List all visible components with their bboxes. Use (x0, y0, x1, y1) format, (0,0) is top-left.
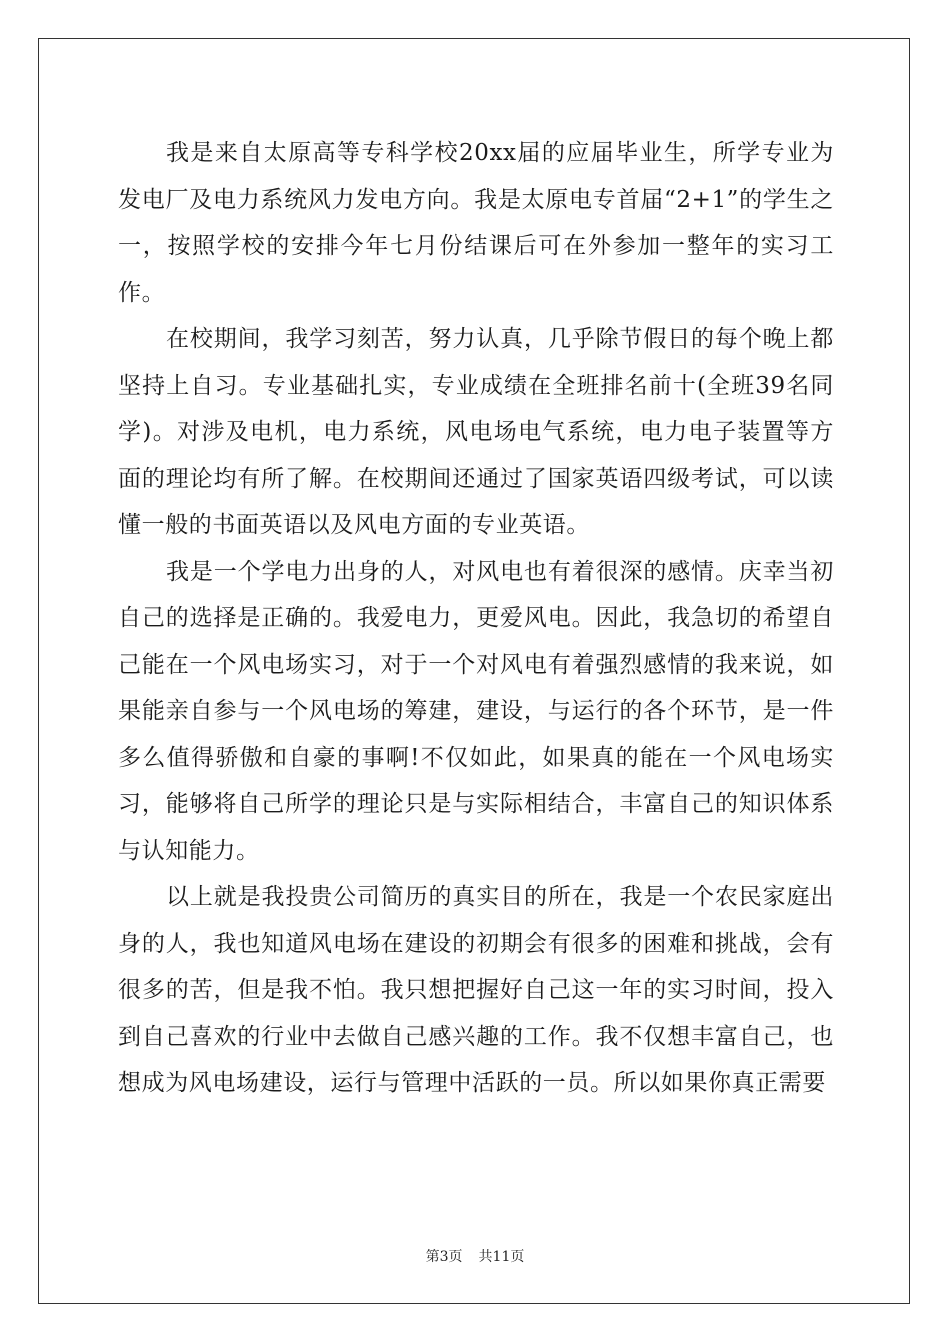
document-body (118, 130, 834, 1107)
paragraph-4: 以上就是我投贵公司简历的真实目的所在，我是一个农民家庭出身的人，我也知道风电场在建设的初期会有很多的困难和挑战，会有很多的苦，但是我不怕。我只想把握好自己这一年的实习时间，投入到自己喜欢的行业中去做自己感兴趣的工作。我不仅想丰富自己，也想成为风电场建设，运行与管理中活跃的一员。所以如果你真正需要 (118, 884, 834, 1096)
page-footer (0, 1246, 950, 1266)
total-pages-indicator: 共11页 (478, 1249, 525, 1265)
current-page-indicator: 第3页 (425, 1249, 463, 1265)
paragraph-2: 在校期间，我学习刻苦，努力认真，几乎除节假日的每个晚上都坚持上自习。专业基础扎实，专业成绩在全班排名前十(全班39名同学)。对涉及电机，电力系统，风电场电气系统，电力电子装置等方面的理论均有所了解。在校期间还通过了国家英语四级考试，可以读懂一般的书面英语以及风电方面的专业英语。 (118, 326, 834, 538)
paragraph-1: 我是来自太原高等专科学校20xx届的应届毕业生，所学专业为发电厂及电力系统风力发电方向。我是太原电专首届“2+1”的学生之一，按照学校的安排今年七月份结课后可在外参加一整年的实习工作。 (118, 140, 834, 306)
paragraph-3: 我是一个学电力出身的人，对风电也有着很深的感情。庆幸当初自己的选择是正确的。我爱电力，更爱风电。因此，我急切的希望自己能在一个风电场实习，对于一个对风电有着强烈感情的我来说，如果能亲自参与一个风电场的筹建，建设，与运行的各个环节，是一件多么值得骄傲和自豪的事啊!不仅如此，如果真的能在一个风电场实习，能够将自己所学的理论只是与实际相结合，丰富自己的知识体系与认知能力。 (118, 558, 834, 864)
